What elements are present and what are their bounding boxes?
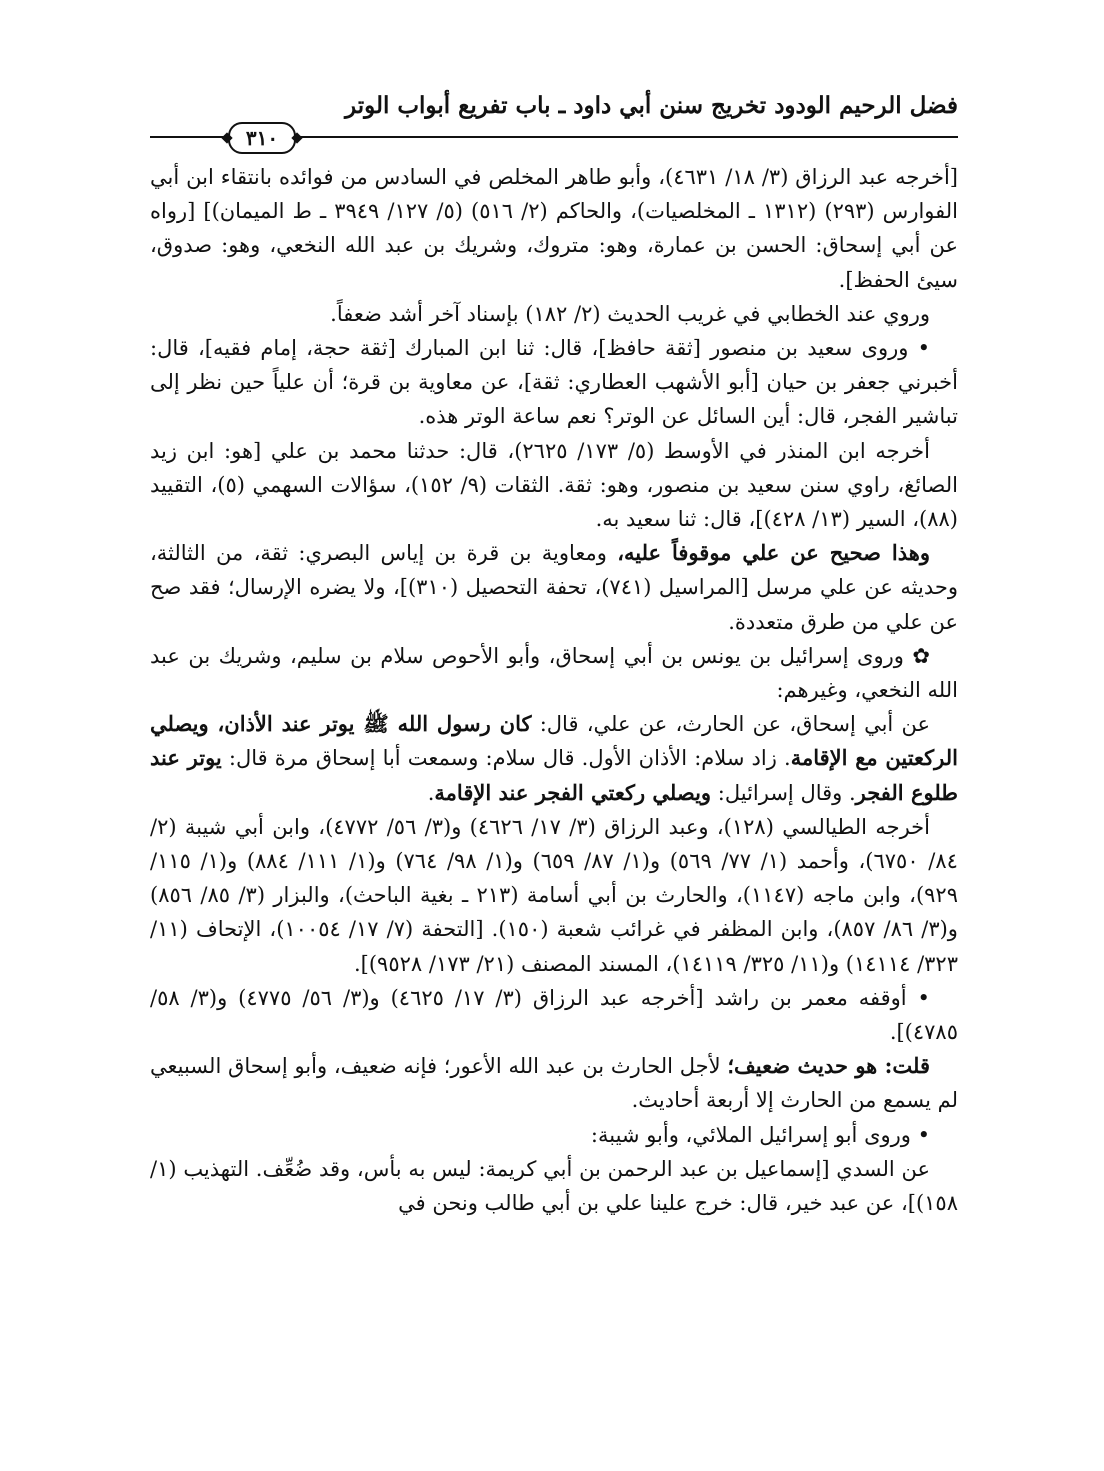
paragraph-3	[150, 331, 958, 434]
bold-text-segment: وهذا صحيح عن علي موقوفاً عليه،	[617, 540, 930, 566]
paragraph-12	[150, 1152, 958, 1220]
paragraph-5	[150, 536, 958, 639]
text-segment: ✿ وروى إسرائيل بن يونس بن أبي إسحاق، وأبو الأحوص سلام بن سليم، وشريك بن عبد الله النخعي، وغيرهم:	[150, 643, 958, 703]
header-rule-left	[150, 136, 190, 138]
text-segment: لأجل الحارث بن عبد الله الأعور؛ فإنه ضعيف، وأبو إسحاق السبيعي لم يسمع من الحارث إلا أربعة أحاديث.	[150, 1054, 958, 1113]
paragraph-1	[150, 160, 958, 297]
text-segment: وروي عند الخطابي في غريب الحديث (٢/ ١٨٢) بإسناد آخر أشد ضعفاً.	[330, 301, 930, 326]
running-header	[150, 92, 958, 148]
text-segment: [أخرجه عبد الرزاق (٣/ ١٨/ ٤٦٣١)، وأبو طاهر المخلص في السادس من فوائده بانتقاء ابن أبي الفوارس (٢٩٣) (١٣١٢ ـ المخلصيات)، والحاكم (٢/ ٥١٦) (٥/ ١٢٧/ ٣٩٤٩ ـ ط الميمان)] [رواه عن أبي إسحاق: الحسن بن عمارة، وهو: متروك، وشريك بن عبد الله النخعي، وهو: صدوق، سيئ الحفظ].	[150, 165, 958, 292]
text-segment: عن أبي إسحاق، عن الحارث، عن علي، قال:	[531, 712, 931, 737]
text-segment: . زاد سلام: الأذان الأول. قال سلام: وسمعت أبا إسحاق مرة قال:	[221, 746, 791, 771]
paragraph-9	[150, 981, 958, 1049]
text-segment: . وقال إسرائيل:	[711, 780, 856, 805]
page-number-badge: ٣١٠	[228, 122, 296, 154]
text-segment: ومعاوية بن قرة بن إياس البصري: ثقة، من الثالثة، وحديثه عن علي مرسل [المراسيل (٧٤١)، تحفة التحصيل (٣١٠)]، ولا يضره الإرسال؛ فقد صح عن علي من طرق متعددة.	[150, 541, 958, 634]
body-text	[150, 160, 958, 1220]
paragraph-6	[150, 639, 958, 707]
paragraph-4	[150, 434, 958, 537]
header-rule	[190, 136, 958, 138]
paragraph-10	[150, 1049, 958, 1117]
bold-text-segment: قلت: هو حديث ضعيف؛	[727, 1053, 930, 1079]
text-segment: أخرجه الطيالسي (١٢٨)، وعبد الرزاق (٣/ ١٧/ ٤٦٢٦) و(٣/ ٥٦/ ٤٧٧٢)، وابن أبي شيبة (٢/ ٨٤/ ٦٧٥٠)، وأحمد (١/ ٧٧/ ٥٦٩) و(١/ ٨٧/ ٦٥٩) و(١/ ٩٨/ ٧٦٤) و(١/ ١١١/ ٨٨٤) و(١/ ١١٥/ ٩٢٩)، وابن ماجه (١١٤٧)، والحارث بن أبي أسامة (٢١٣ ـ بغية الباحث)، والبزار (٣/ ٨٥/ ٨٥٦) و(٣/ ٨٦/ ٨٥٧)، وابن المظفر في غرائب شعبة (١٥٠). [التحفة (٧/ ١٧/ ١٠٠٥٤)، الإتحاف (١١/ ٣٢٣/ ١٤١١٤) و(١١/ ٣٢٥/ ١٤١١٩)، المسند المصنف (٢١/ ١٧٣/ ٩٥٢٨)].	[150, 814, 958, 976]
paragraph-2	[150, 297, 958, 331]
text-segment: عن السدي [إسماعيل بن عبد الرحمن بن أبي كريمة: ليس به بأس، وقد ضُعِّف. التهذيب (١/ ١٥٨)]، عن عبد خير، قال: خرج علينا علي بن أبي طالب ونحن في	[150, 1156, 958, 1216]
text-segment: • وروى سعيد بن منصور [ثقة حافظ]، قال: ثنا ابن المبارك [ثقة حجة، إمام فقيه]، قال: أخبرني جعفر بن حيان [أبو الأشهب العطاري: ثقة]، عن معاوية بن قرة؛ أن علياً حين نظر إلى تباشير الفجر، قال: أين السائل عن الوتر؟ نعم ساعة الوتر هذه.	[150, 336, 958, 429]
header-title: فضل الرحيم الودود تخريج سنن أبي داود ـ باب تفريع أبواب الوتر	[345, 92, 958, 119]
text-segment: • وروى أبو إسرائيل الملائي، وأبو شيبة:	[590, 1122, 930, 1147]
bold-text-segment: يوتر عند طلوع الفجر	[150, 745, 958, 805]
text-segment: • أوقفه معمر بن راشد [أخرجه عبد الرزاق (٣/ ١٧/ ٤٦٢٥) و(٣/ ٥٦/ ٤٧٧٥) و(٣/ ٥٨/ ٤٧٨٥)].	[150, 985, 958, 1045]
paragraph-11	[150, 1118, 958, 1152]
bold-text-segment: كان رسول الله ﷺ يوتر عند الأذان، ويصلي الركعتين مع الإقامة	[150, 711, 958, 771]
text-segment: .	[427, 780, 435, 805]
paragraph-8	[150, 810, 958, 981]
paragraph-7	[150, 707, 958, 810]
bold-text-segment: ويصلي ركعتي الفجر عند الإقامة	[434, 779, 712, 805]
text-segment: أخرجه ابن المنذر في الأوسط (٥/ ١٧٣/ ٢٦٢٥)، قال: حدثنا محمد بن علي [هو: ابن زيد الصائغ، راوي سنن سعيد بن منصور، وهو: ثقة. الثقات (٩/ ١٥٢)، سؤالات السهمي (٥)، التقييد (٨٨)، السير (١٣/ ٤٢٨)]، قال: ثنا سعيد به.	[150, 438, 958, 532]
